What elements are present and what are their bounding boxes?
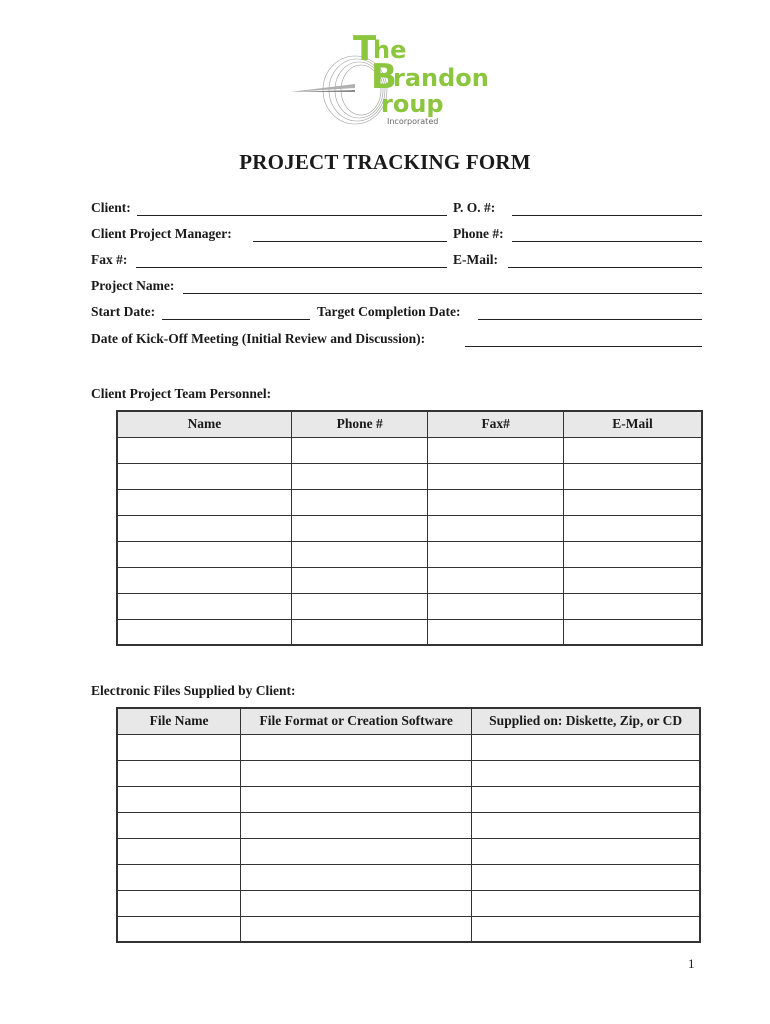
team-table-cell[interactable] [117, 437, 291, 463]
team-table-cell[interactable] [428, 437, 564, 463]
team-table-cell[interactable] [563, 619, 702, 645]
logo-initial-t: T [353, 29, 377, 69]
files-table-row [117, 916, 700, 942]
po-field[interactable] [512, 215, 702, 216]
team-table-cell[interactable] [117, 593, 291, 619]
logo-word-randon: randon [393, 64, 489, 92]
files-table-cell[interactable] [117, 838, 241, 864]
fax-label: Fax #: [91, 252, 128, 267]
files-table-cell[interactable] [117, 916, 241, 942]
kickoff-label: Date of Kick-Off Meeting (Initial Review and Discussion): [91, 331, 426, 346]
team-table-row [117, 515, 702, 541]
team-table-cell[interactable] [563, 593, 702, 619]
team-table-cell[interactable] [117, 489, 291, 515]
files-table-row [117, 812, 700, 838]
files-table-cell[interactable] [241, 916, 472, 942]
team-table-cell[interactable] [117, 463, 291, 489]
files-table-cell[interactable] [472, 734, 700, 760]
client-pm-field[interactable] [253, 241, 447, 242]
team-col-name: Name [117, 411, 291, 437]
team-table-cell[interactable] [291, 437, 428, 463]
files-table-cell[interactable] [472, 838, 700, 864]
files-table-cell[interactable] [117, 760, 241, 786]
team-table-cell[interactable] [117, 515, 291, 541]
files-table-cell[interactable] [472, 890, 700, 916]
files-table-cell[interactable] [117, 890, 241, 916]
files-table-cell[interactable] [472, 760, 700, 786]
team-table-cell[interactable] [291, 515, 428, 541]
files-table-cell[interactable] [117, 786, 241, 812]
project-name-field[interactable] [183, 293, 702, 294]
files-table-cell[interactable] [241, 890, 472, 916]
team-table-cell[interactable] [563, 437, 702, 463]
email-label: E-Mail: [453, 252, 498, 267]
team-table-cell[interactable] [428, 489, 564, 515]
files-col-format: File Format or Creation Software [241, 708, 472, 734]
team-table-row [117, 567, 702, 593]
team-table-cell[interactable] [117, 567, 291, 593]
files-table-cell[interactable] [241, 864, 472, 890]
team-table-cell[interactable] [428, 593, 564, 619]
files-section-heading: Electronic Files Supplied by Client: [91, 683, 296, 698]
files-table-cell[interactable] [472, 864, 700, 890]
team-table-cell[interactable] [563, 515, 702, 541]
po-label: P. O. #: [453, 200, 496, 215]
team-table-row [117, 619, 702, 645]
files-table-cell[interactable] [472, 812, 700, 838]
files-table [116, 707, 701, 943]
target-completion-label: Target Completion Date: [317, 304, 461, 319]
team-table-cell[interactable] [291, 489, 428, 515]
team-section-heading: Client Project Team Personnel: [91, 386, 272, 401]
kickoff-field[interactable] [465, 346, 702, 347]
files-table-cell[interactable] [241, 734, 472, 760]
files-table-cell[interactable] [241, 812, 472, 838]
team-table-cell[interactable] [428, 463, 564, 489]
team-table-row [117, 489, 702, 515]
logo-word-roup: roup [381, 90, 444, 118]
start-date-label: Start Date: [91, 304, 156, 319]
team-table-row [117, 437, 702, 463]
files-table-cell[interactable] [117, 812, 241, 838]
files-table-row [117, 890, 700, 916]
client-label: Client: [91, 200, 131, 215]
page-title: PROJECT TRACKING FORM [239, 150, 531, 174]
files-table-row [117, 734, 700, 760]
team-table-cell[interactable] [563, 489, 702, 515]
email-field[interactable] [508, 267, 702, 268]
team-table-cell[interactable] [563, 567, 702, 593]
client-pm-label: Client Project Manager: [91, 226, 232, 241]
team-col-fax: Fax# [428, 411, 564, 437]
files-table-row [117, 786, 700, 812]
team-col-phone: Phone # [291, 411, 428, 437]
team-table-cell[interactable] [291, 567, 428, 593]
team-table [116, 410, 703, 646]
team-table-row [117, 541, 702, 567]
team-table-cell[interactable] [291, 463, 428, 489]
target-completion-field[interactable] [478, 319, 702, 320]
fax-field[interactable] [136, 267, 447, 268]
files-table-cell[interactable] [241, 760, 472, 786]
team-table-row [117, 463, 702, 489]
files-table-cell[interactable] [241, 786, 472, 812]
logo-word-he: he [373, 36, 407, 64]
files-table-row [117, 760, 700, 786]
start-date-field[interactable] [162, 319, 310, 320]
phone-label: Phone #: [453, 226, 504, 241]
team-table-cell[interactable] [563, 541, 702, 567]
team-col-email: E-Mail [563, 411, 702, 437]
files-table-row [117, 864, 700, 890]
brandon-group-logo [285, 28, 495, 136]
project-name-label: Project Name: [91, 278, 175, 293]
team-table-cell[interactable] [563, 463, 702, 489]
team-table-cell[interactable] [428, 619, 564, 645]
team-table-cell[interactable] [428, 515, 564, 541]
files-col-media: Supplied on: Diskette, Zip, or CD [472, 708, 700, 734]
logo-initial-b: B [371, 57, 397, 97]
files-table-cell[interactable] [472, 786, 700, 812]
team-table-cell[interactable] [117, 619, 291, 645]
team-table-cell[interactable] [428, 567, 564, 593]
client-field[interactable] [137, 215, 447, 216]
files-col-filename: File Name [117, 708, 241, 734]
team-table-row [117, 593, 702, 619]
files-table-row [117, 838, 700, 864]
team-table-cell[interactable] [291, 619, 428, 645]
files-table-cell[interactable] [117, 864, 241, 890]
phone-field[interactable] [512, 241, 702, 242]
team-table-cell[interactable] [428, 541, 564, 567]
team-table-cell[interactable] [291, 593, 428, 619]
files-table-cell[interactable] [241, 838, 472, 864]
page-number: 1 [688, 956, 695, 971]
logo-tagline: Incorporated [387, 117, 439, 126]
team-table-cell[interactable] [291, 541, 428, 567]
files-table-cell[interactable] [472, 916, 700, 942]
files-table-cell[interactable] [117, 734, 241, 760]
team-table-cell[interactable] [117, 541, 291, 567]
